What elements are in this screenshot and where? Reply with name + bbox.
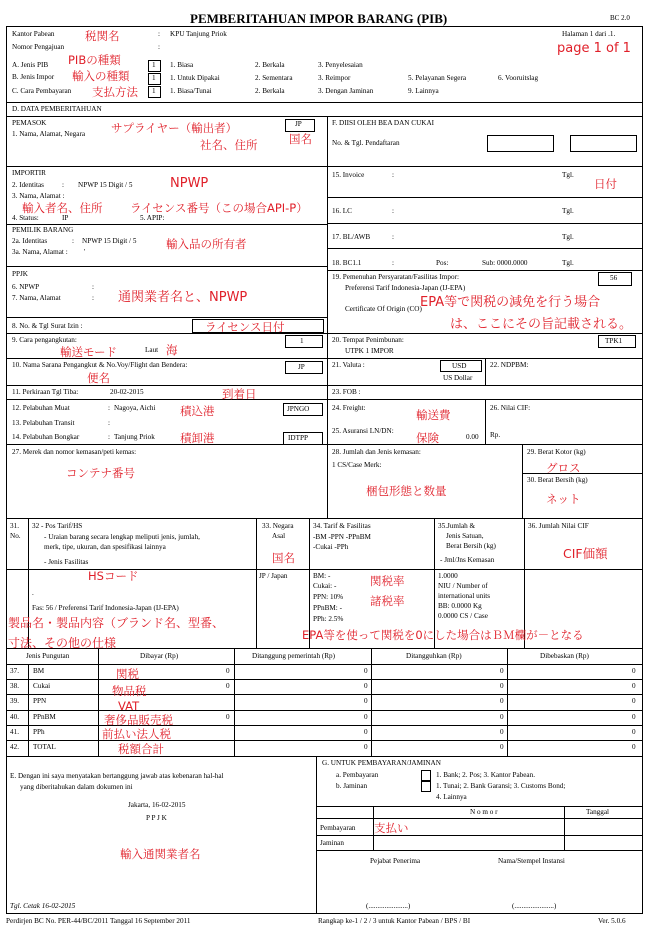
annot-broker: 通関業者名と、NPWP — [118, 290, 248, 305]
goods-h-32c: merk, tipe, ukuran, dan spesifikasi lainnya — [44, 543, 166, 551]
g-table-r1 — [316, 835, 643, 836]
tax-row-v1: 0 — [226, 667, 230, 675]
g-opts-2: 1. Tunai; 2. Bank Garansi; 3. Customs Bond; — [436, 782, 566, 790]
g-sign-right: (......................) — [512, 902, 557, 910]
annot-epa-2: は、ここにその旨記載される。 — [450, 317, 633, 332]
b-opt-2: 2. Sementara — [255, 74, 293, 82]
kantor-pabean-colon: : — [158, 30, 160, 38]
sarana-flag: JP — [298, 363, 305, 371]
divider-importir — [6, 224, 327, 225]
divider-valuta — [485, 358, 486, 385]
halaman: Halaman 1 dari .1. — [562, 30, 616, 38]
cara-pembayaran-box-value: 1 — [152, 87, 156, 95]
g-tanggal: Tanggal — [586, 808, 610, 816]
annot-page: page 1 of 1 — [557, 41, 631, 56]
kantor-pabean-value: KPU Tanjung Priok — [170, 30, 227, 38]
g-b: b. Jaminan — [336, 782, 368, 790]
tgl-cetak: Tgl. Cetak 16-02-2015 — [10, 902, 76, 910]
f-section-title: F. DIISI OLEH BEA DAN CUKAI — [332, 119, 435, 127]
jumlah-label: 28. Jumlah dan Jenis kemasan: — [332, 448, 421, 456]
bongkar-value: Tanjung Priok — [114, 433, 155, 441]
g-table-h — [316, 818, 643, 819]
goods-h-35d: - Jml/Jns Kemasan — [440, 556, 495, 564]
ppjk-title: PPJK — [12, 270, 28, 278]
jenis-pib-label: A. Jenis PIB — [12, 61, 49, 69]
transit-label: 13. Pelabuhan Transit — [12, 419, 75, 427]
jenis-pib-box-value: 1 — [152, 61, 156, 69]
goods-h-36: 36. Jumlah Nilai CIF — [528, 522, 589, 530]
tax-row-no: 42. — [10, 743, 19, 751]
goods-cukai: Cukai: - — [313, 582, 337, 590]
a-opt-1: 1. Biasa — [170, 61, 194, 69]
annot-pib-type: PIBの種類 — [68, 53, 121, 67]
goods-h-33: 33. Negara — [262, 522, 294, 530]
annot-t-pph: 前払い法人税 — [102, 727, 171, 741]
ppjk-nama-colon: : — [92, 294, 94, 302]
tax-row-no: 41. — [10, 728, 19, 736]
divider-pemilik — [6, 266, 327, 267]
bongkar-code: IDTPP — [288, 434, 308, 442]
annot-supplier: サプライヤー（輸出者） — [111, 121, 238, 135]
coo-label: Certificate Of Origin (CO) — [345, 305, 422, 313]
goods-h-35: 35.Jumlah & — [438, 522, 476, 530]
divider-10 — [6, 385, 643, 386]
footer-rangkap: Rangkap ke-1 / 2 / 3 untuk Kantor Pabean / BPS / BI — [318, 917, 471, 925]
pemilik-identitas-value: NPWP 15 Digit / 5 — [82, 237, 137, 245]
tax-row-v4: 0 — [632, 667, 636, 675]
c-opt-9: 9. Lainnya — [408, 87, 439, 95]
goods-pph: PPh: 2.5% — [313, 615, 344, 623]
blawb-label: 17. BL/AWB — [332, 233, 371, 241]
annot-importer: 輸入者名、住所 — [22, 201, 103, 215]
bongkar-label: 14. Pelabuhan Bongkar — [12, 433, 80, 441]
annot-t-total: 税額合計 — [118, 742, 164, 756]
bc11-pos: Pos: — [436, 259, 449, 267]
tax-row-v4: 0 — [632, 728, 636, 736]
goods-cs: 0.0000 CS / Case — [438, 612, 488, 620]
bc11-label: 18. BC1.1 — [332, 259, 362, 267]
form-title: PEMBERITAHUAN IMPOR BARANG (PIB) — [190, 11, 448, 26]
ppjk-sign: P P J K — [146, 814, 167, 822]
valuta-label: 21. Valuta : — [332, 361, 365, 369]
tax-h-jenis: Jenis Pungutan — [26, 652, 70, 660]
divider-27 — [327, 444, 328, 518]
tax-row-v2: 0 — [364, 682, 368, 690]
tax-row-v3: 0 — [500, 728, 504, 736]
goods-h-32d: - Jenis Fasilitas — [44, 558, 89, 566]
tax-row-v3: 0 — [500, 682, 504, 690]
f-tgl-box — [570, 135, 637, 152]
form-version: BC 2.0 — [610, 14, 630, 22]
goods-col-32 — [256, 518, 257, 648]
lc-label: 16. LC — [332, 207, 352, 215]
g-box-a[interactable] — [421, 770, 431, 781]
fob-label: 23. FOB : — [332, 388, 361, 396]
goods-bm: BM: - — [313, 572, 331, 580]
annot-transport-mode: 輸送モード — [60, 345, 118, 359]
annot-epa-zero: EPA等を使って関税を0にした場合はＢＭ欄が－となる — [302, 628, 584, 642]
freight-label: 24. Freight: — [332, 404, 366, 412]
ppjk-izin: 8. No. & Tgl Surat Izin : — [12, 322, 83, 330]
annot-unloading: 積卸港 — [180, 431, 215, 445]
tax-row-v2: 0 — [364, 743, 368, 751]
g-box-b[interactable] — [421, 781, 431, 792]
merek-label: 27. Merek dan nomor kemasan/peti kemas: — [12, 448, 137, 456]
tax-row-name: BM — [33, 667, 45, 675]
annot-owner: 輸入品の所有者 — [166, 237, 247, 251]
pemasok-country: JP — [295, 120, 302, 128]
tempat-label: 20. Tempat Penimbunan: — [332, 336, 404, 344]
pemilik-identitas-colon: : — [72, 237, 74, 245]
divider-packing — [6, 518, 643, 519]
muat-colon: : — [108, 404, 110, 412]
divider-bc11 — [327, 270, 643, 271]
annot-epa-1: EPA等で関税の減免を行う場合 — [420, 295, 601, 310]
goods-h-34: 34. Tarif & Fasilitas — [313, 522, 371, 530]
b-opt-1: 1. Untuk Dipakai — [170, 74, 220, 82]
transit-colon: : — [108, 419, 110, 427]
declaration-1: E. Dengan ini saya menyatakan bertanggung jawab atas kebenaran hal-hal — [10, 772, 224, 780]
g-table-bottom — [316, 850, 643, 851]
goods-h-32: 32 - Pos Tarif/HS — [32, 522, 83, 530]
annot-t-cukai: 物品税 — [112, 684, 147, 698]
importir-identitas-colon: : — [62, 181, 64, 189]
lc-colon: : — [392, 207, 394, 215]
divider-transport — [6, 333, 643, 334]
annot-country: 国名 — [289, 132, 312, 146]
a-opt-3: 3. Penyelesaian — [318, 61, 363, 69]
jumlah-value: 1 CS/Case Merk: — [332, 461, 382, 469]
invoice-colon: : — [392, 171, 394, 179]
f-no-box — [487, 135, 554, 152]
f-section-no-tgl: No. & Tgl. Pendaftaran — [332, 139, 400, 147]
annot-t-ppnbm: 奢侈品販売税 — [104, 713, 173, 727]
importir-title: IMPORTIR — [12, 169, 46, 177]
tax-row-line-3 — [6, 710, 643, 711]
bc11-sub: Sub: 0000.0000 — [482, 259, 528, 267]
tax-row-v3: 0 — [500, 667, 504, 675]
tax-row-v3: 0 — [500, 743, 504, 751]
tiba-label: 11. Perkiraan Tgl Tiba: — [12, 388, 79, 396]
g-opts-1: 1. Bank; 2. Pos; 3. Kantor Pabean. — [436, 771, 536, 779]
divider-ppjk-sub — [6, 317, 327, 318]
divider-nilai-cif — [485, 399, 486, 444]
tax-row-v3: 0 — [500, 697, 504, 705]
goods-h-31: 31. — [10, 522, 19, 530]
annot-import-type: 輸入の種類 — [72, 69, 130, 83]
jenis-impor-label: B. Jenis Impor — [12, 73, 55, 81]
g-table-top — [316, 806, 643, 807]
g-a: a. Pembayaran — [336, 771, 379, 779]
tax-row-line-4 — [6, 725, 643, 726]
divider-kotor — [522, 473, 643, 474]
section-g-title: G. UNTUK PEMBAYARAN/JAMINAN — [322, 759, 441, 767]
place-date: Jakarta, 16-02-2015 — [128, 801, 186, 809]
tax-row-no: 39. — [10, 697, 19, 705]
annot-npwp: NPWP — [170, 176, 209, 191]
importir-nama-label: 3. Nama, Alamat : — [12, 192, 65, 200]
nomor-pengajuan-label: Nomor Pengajuan — [12, 43, 65, 51]
divider-f — [327, 166, 643, 167]
g-col-2 — [564, 806, 565, 850]
importir-status-label: 4. Status: — [12, 214, 39, 222]
tax-row-v1: 0 — [226, 713, 230, 721]
asuransi-value: 0.00 — [466, 433, 479, 441]
invoice-label: 15. Invoice — [332, 171, 365, 179]
annot-other-tax: 諸税率 — [370, 594, 405, 608]
annot-net: ネット — [546, 492, 581, 506]
annot-container: コンテナ番号 — [66, 466, 135, 480]
valuta-usd: USD — [452, 362, 467, 370]
cara-pembayaran-label: C. Cara Pembayaran — [12, 87, 72, 95]
tax-row-v2: 0 — [364, 697, 368, 705]
tempat-code: TPK1 — [605, 337, 623, 345]
tax-h-dibebaskan: Dibebaskan (Rp) — [540, 652, 589, 660]
tax-header-line — [6, 664, 643, 665]
goods-h-34b: -BM -PPN -PPnBM — [313, 533, 371, 541]
valuta-us-dollar: US Dollar — [443, 374, 473, 382]
nilai-cif-label: 26. Nilai CIF: — [490, 404, 531, 412]
muat-label: 12. Pelabuhan Muat — [12, 404, 70, 412]
annot-insurance: 保険 — [416, 431, 439, 445]
kantor-pabean-label: Kantor Pabean — [12, 30, 55, 38]
goods-h-35c: Berat Bersih (kg) — [446, 542, 496, 550]
pemasok-title: PEMASOK — [12, 119, 47, 127]
jenis-impor-box-value: 1 — [152, 74, 156, 82]
footer-ver: Ver. 5.0.6 — [598, 917, 626, 925]
tax-row-v4: 0 — [632, 697, 636, 705]
invoice-tgl: Tgl. — [562, 171, 574, 179]
divider-blawb — [327, 248, 643, 249]
tiba-value: 20-02-2015 — [110, 388, 144, 396]
tax-row-name: Cukai — [33, 682, 51, 690]
pemilik-nama-label: 3a. Nama, Alamat : — [12, 248, 68, 256]
goods-h-35b: Jenis Satuan, — [446, 532, 484, 540]
divider-invoice — [327, 197, 643, 198]
goods-qty: 1.0000 — [438, 572, 458, 580]
pemilik-identitas-label: 2a. Identitas — [12, 237, 48, 245]
divider-14 — [6, 444, 643, 445]
annot-arrival: 到着日 — [222, 387, 257, 401]
ppjk-nama: 7. Nama, Alamat — [12, 294, 61, 302]
bc11-tgl: Tgl. — [562, 259, 574, 267]
g-nomor: N o m o r — [470, 808, 498, 816]
annot-product-2: 寸法、その他の仕様 — [8, 636, 117, 650]
tax-row-v2: 0 — [364, 713, 368, 721]
tax-row-line-1 — [6, 679, 643, 680]
tax-row-no: 38. — [10, 682, 19, 690]
tax-h-dibayar: Dibayar (Rp) — [140, 652, 179, 660]
kotor-label: 29. Berat Kotor (kg) — [527, 448, 586, 456]
tax-row-v4: 0 — [632, 743, 636, 751]
divider-header — [6, 102, 643, 103]
asuransi-label: 25. Asuransi LN/DN: — [332, 427, 394, 435]
tax-row-v2: 0 — [364, 728, 368, 736]
annot-license: ライセンス番号（この場合API-P） — [130, 201, 308, 215]
g-pejabat: Pejabat Penerima — [370, 857, 421, 865]
tax-row-no: 37. — [10, 667, 19, 675]
bc11-colon: : — [392, 259, 394, 267]
divider-11 — [6, 399, 643, 400]
annot-t-vat: VAT — [118, 699, 140, 713]
tax-row-no: 40. — [10, 713, 19, 721]
g-opts-3: 4. Lainnya — [436, 793, 467, 801]
b-opt-3: 3. Reimpor — [318, 74, 351, 82]
g-sign-left: (......................) — [366, 902, 411, 910]
muat-code: JPNGO — [287, 405, 310, 413]
annot-zeikan: 税関名 — [85, 29, 120, 43]
goods-h-34c: -Cukai -PPh — [313, 543, 349, 551]
tempat-value: UTPK 1 IMPOR — [345, 347, 394, 355]
annot-broker-name: 輸入通関業者名 — [120, 847, 201, 861]
tax-row-name: PPN — [33, 697, 47, 705]
goods-intl: international units — [438, 592, 491, 600]
laut: Laut — [145, 346, 159, 354]
divider-pemasok — [6, 166, 327, 167]
annot-country-2: 国名 — [272, 551, 295, 565]
b-opt-6: 6. Vooruitslag — [498, 74, 539, 82]
tax-row-name: PPnBM — [33, 713, 56, 721]
divider-29 — [522, 444, 523, 518]
ndpbm-label: 22. NDPBM: — [490, 361, 529, 369]
pemilik-title: PEMILIK BARANG — [12, 226, 74, 234]
tax-h-ditanggung: Ditanggung pemerintah (Rp) — [252, 652, 336, 660]
annot-cif: CIF価額 — [563, 546, 608, 561]
pemilik-nama-value: ' — [84, 248, 86, 256]
cara-box — [285, 335, 323, 348]
tax-row-name: PPh — [33, 728, 45, 736]
pemenuhan-label: 19. Pemenuhan Persyaratan/Fasilitas Impor: — [332, 273, 459, 281]
goods-country: JP / Japan — [259, 572, 288, 580]
tax-row-v2: 0 — [364, 667, 368, 675]
sarana-label: 10. Nama Sarana Pengangkut & No.Voy/Flight dan Bendera: — [12, 361, 188, 369]
muat-value: Nagoya, Aichi — [114, 404, 156, 412]
tax-h-ditangguhkan: Ditangguhkan (Rp) — [406, 652, 462, 660]
g-jaminan: Jaminan — [320, 839, 344, 847]
importir-apip: 5. APIP: — [140, 214, 165, 222]
annot-freight: 輸送費 — [416, 408, 451, 422]
annot-t-bm: 関税 — [116, 667, 139, 681]
tax-row-name: TOTAL — [33, 743, 56, 751]
section-d-title: D. DATA PEMBERITAHUAN — [12, 105, 102, 113]
nomor-pengajuan-colon: : — [158, 43, 160, 51]
annot-product-1: 製品名・製品内容（ブランド名、型番、 — [8, 616, 225, 630]
lc-tgl: Tgl. — [562, 207, 574, 215]
a-opt-2: 2. Berkala — [255, 61, 285, 69]
goods-bb: BB: 0.0000 Kg — [438, 602, 482, 610]
c-opt-2: 2. Berkala — [255, 87, 285, 95]
pemasok-field: 1. Nama, Alamat, Negara — [12, 130, 86, 138]
goods-h-32b: - Uraian barang secara lengkap meliputi jenis, jumlah, — [44, 533, 200, 541]
goods-h-31b: No. — [10, 532, 21, 540]
tax-row-line-2 — [6, 694, 643, 695]
b-opt-5: 5. Pelayanan Segera — [408, 74, 467, 82]
preferensi-label: Preferensi Tarif Indonesia-Japan (IJ-EPA) — [345, 284, 466, 292]
goods-ppnbm: PPnBM: - — [313, 604, 342, 612]
footer-perdirjen: Perdirjen BC No. PER-44/BC/2011 Tanggal 16 September 2011 — [6, 917, 191, 925]
divider-tax-table — [6, 756, 643, 757]
ppjk-npwp-colon: : — [92, 283, 94, 291]
annot-pay: 支払い — [374, 821, 409, 835]
annot-payment: 支払方法 — [92, 85, 138, 99]
tax-row-v4: 0 — [632, 713, 636, 721]
goods-dot: . — [32, 589, 34, 597]
bongkar-colon: : — [108, 433, 110, 441]
annot-tariff: 関税率 — [370, 574, 405, 588]
goods-niu: NIU / Number of — [438, 582, 488, 590]
bersih-label: 30. Berat Bersih (kg) — [527, 476, 588, 484]
blawb-tgl: Tgl. — [562, 233, 574, 241]
goods-ppn: PPN: 10% — [313, 593, 344, 601]
nilai-cif-rp: Rp. — [490, 431, 501, 439]
g-pembayaran: Pembayaran — [320, 824, 356, 832]
blawb-colon: : — [392, 233, 394, 241]
c-opt-3: 3. Dengan Jaminan — [318, 87, 374, 95]
annot-sea: 海 — [166, 343, 178, 357]
goods-fas: Fas: 56 / Preferensi Tarif Indonesia-Japan (IJ-EPA) — [32, 604, 179, 612]
annot-gross: グロス — [546, 461, 581, 475]
divider-d — [6, 116, 643, 117]
tax-row-v1: 0 — [226, 682, 230, 690]
importir-identitas-label: 2. Identitas — [12, 181, 44, 189]
importir-status-value: IP — [62, 214, 69, 222]
annot-supplier-2: 社名、住所 — [200, 138, 258, 152]
annot-hs: HSコード — [88, 569, 139, 583]
declaration-2: yang diberitahukan dalam dokumen ini — [20, 783, 133, 791]
ppjk-npwp: 6. NPWP — [12, 283, 40, 291]
annot-packing: 梱包形態と数量 — [366, 484, 447, 498]
annot-loading: 積込港 — [180, 404, 215, 418]
annot-ship: 便名 — [87, 371, 110, 385]
annot-date: 日付 — [594, 177, 617, 191]
tax-row-v4: 0 — [632, 682, 636, 690]
tax-row-v3: 0 — [500, 713, 504, 721]
cara-value: 1 — [300, 337, 304, 345]
annot-license-date: ライセンス日付 — [205, 320, 285, 334]
importir-identitas-value: NPWP 15 Digit / 5 — [78, 181, 133, 189]
goods-h-33b: Asal — [272, 532, 286, 540]
pemenuhan-num: 56 — [610, 274, 618, 282]
c-opt-1: 1. Biasa/Tunai — [170, 87, 212, 95]
cara-label: 9. Cara pengangkutan: — [12, 336, 77, 344]
divider-lc — [327, 223, 643, 224]
g-nama-stempel: Nama/Stempel Instansi — [498, 857, 565, 865]
